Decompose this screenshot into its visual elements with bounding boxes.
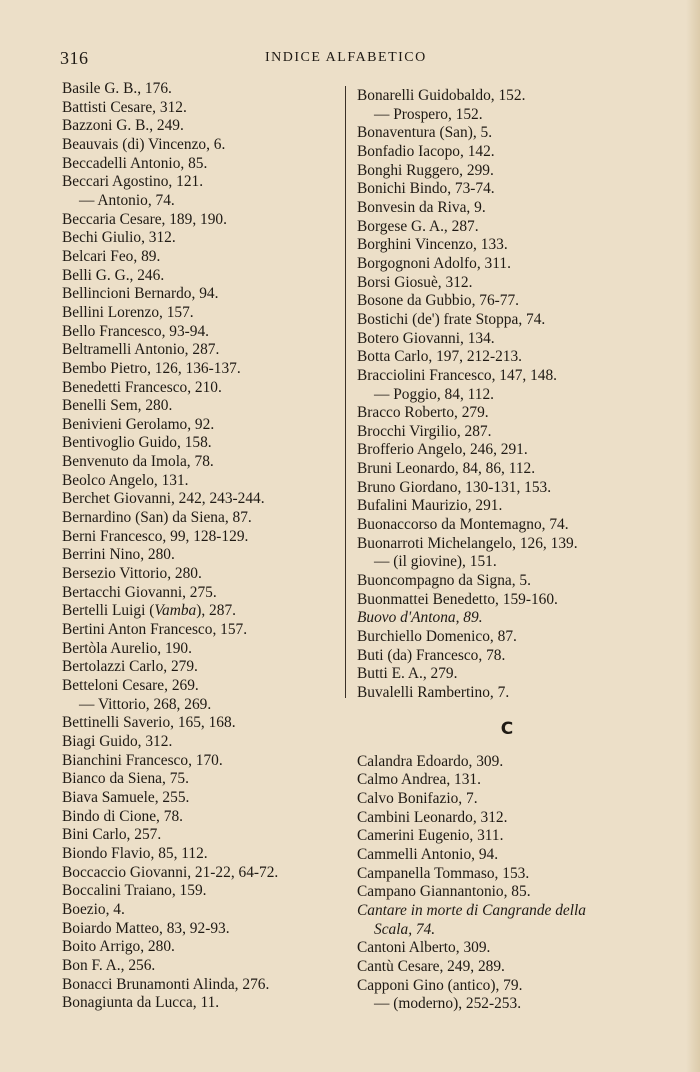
page-header [60,48,640,74]
index-entry: Brofferio Angelo, 246, 291. [357,441,528,459]
index-entry: Berni Francesco, 99, 128-129. [62,527,249,545]
index-entry: Boiardo Matteo, 83, 92-93. [62,919,230,937]
index-entry: — Antonio, 74. [79,191,175,209]
index-column-right [357,87,657,1014]
index-entry: Cantù Cesare, 249, 289. [357,957,505,975]
index-entry: Bertolazzi Carlo, 279. [62,658,198,676]
index-entry: Bertini Anton Francesco, 157. [62,621,248,639]
index-entry: Beauvais (di) Vincenzo, 6. [62,135,226,153]
index-entry: Buvalelli Rambertino, 7. [357,684,510,701]
index-entry: Botta Carlo, 197, 212-213. [357,348,523,366]
index-entry: Bufalini Maurizio, 291. [357,497,503,515]
index-entry: Brocchi Virgilio, 287. [357,422,492,440]
index-entry: Bertelli Luigi (Vamba), 287. [62,602,236,620]
index-entry: Biava Samuele, 255. [62,788,190,806]
index-entry: Bonichi Bindo, 73-74. [357,180,495,198]
index-entry: Bembo Pietro, 126, 136-137. [62,359,241,377]
index-entry: Bonarelli Guidobaldo, 152. [357,87,526,104]
index-entry: Scala, 74. [374,920,436,938]
index-entry: Biagi Guido, 312. [62,732,173,750]
index-entry: Bruno Giordano, 130-131, 153. [357,478,552,496]
index-entry: Borgese G. A., 287. [357,217,479,235]
index-entry: Botero Giovanni, 134. [357,329,495,347]
index-entry: Borgognoni Adolfo, 311. [357,254,511,272]
index-entry: Berrini Nino, 280. [62,546,175,564]
index-entry: Bello Francesco, 93-94. [62,322,210,340]
index-entry: Buonmattei Benedetto, 159-160. [357,590,558,608]
index-entry: Boito Arrigo, 280. [62,938,175,956]
index-entry: Boezio, 4. [62,900,125,918]
index-entry: Bon F. A., 256. [62,956,156,974]
index-entry: Burchiello Domenico, 87. [357,628,517,646]
column-divider [345,86,346,698]
index-entry: Bonaventura (San), 5. [357,124,493,142]
index-entry: Bruni Leonardo, 84, 86, 112. [357,460,536,478]
index-column-left [62,80,352,1013]
index-entry: Beccari Agostino, 121. [62,173,204,191]
index-entry: Bianco da Siena, 75. [62,770,189,788]
index-entry: Bertacchi Giovanni, 275. [62,583,217,601]
index-entry: Bernardino (San) da Siena, 87. [62,509,252,527]
index-entry: Bentivoglio Guido, 158. [62,434,212,452]
running-title: INDICE ALFABETICO [265,50,427,65]
index-entry: Cantoni Alberto, 309. [357,939,491,957]
index-entry: Bosone da Gubbio, 76-77. [357,292,520,310]
index-entry: Bianchini Francesco, 170. [62,751,223,769]
index-entry: Bostichi (de') frate Stoppa, 74. [357,310,546,328]
index-entry: Cambini Leonardo, 312. [357,808,508,826]
index-entry: Calmo Andrea, 131. [357,771,481,789]
index-entry: Beltramelli Antonio, 287. [62,341,220,359]
index-entry: Calvo Bonifazio, 7. [357,789,478,807]
page-number: 316 [60,48,89,68]
page-edge-shadow [686,0,700,1072]
index-entry: Benivieni Gerolamo, 92. [62,415,215,433]
index-entry: Battisti Cesare, 312. [62,98,187,116]
index-entry: Bini Carlo, 257. [62,826,162,844]
index-entry: Boccalini Traiano, 159. [62,882,207,900]
index-entry: Buti (da) Francesco, 78. [357,646,506,664]
index-entry: — Prospero, 152. [374,105,483,123]
index-entry: Borsi Giosuè, 312. [357,273,473,291]
index-entry: Camerini Eugenio, 311. [357,827,504,845]
index-entry: Belcari Feo, 89. [62,247,161,265]
index-entry: Bracco Roberto, 279. [357,404,489,422]
index-entry: Bonvesin da Riva, 9. [357,198,486,216]
index-entry: Beccaria Cesare, 189, 190. [62,210,227,228]
index-entry: Beolco Angelo, 131. [62,471,189,489]
index-entry: Benvenuto da Imola, 78. [62,453,214,471]
index-entry: Capponi Gino (antico), 79. [357,976,523,994]
index-entry: Buonarroti Michelangelo, 126, 139. [357,534,578,552]
index-entry: Bettinelli Saverio, 165, 168. [62,714,236,732]
index-entry: — Vittorio, 268, 269. [79,695,212,713]
index-entry: Bindo di Cione, 78. [62,807,183,825]
index-entry: Bersezio Vittorio, 280. [62,565,202,583]
index-entry: Bonghi Ruggero, 299. [357,161,494,179]
index-entry: Biondo Flavio, 85, 112. [62,844,208,862]
index-entry: Campanella Tommaso, 153. [357,864,530,882]
index-entry: Beccadelli Antonio, 85. [62,154,208,172]
index-entry: — (il giovine), 151. [374,553,497,571]
index-entry: Belli G. G., 246. [62,266,165,284]
index-entry: Bertòla Aurelio, 190. [62,639,192,657]
index-entry: Berchet Giovanni, 242, 243-244. [62,490,265,508]
index-entry: Cantare in morte di Cangrande della [357,901,586,919]
index-entry: — Poggio, 84, 112. [374,385,494,403]
index-entry: Bechi Giulio, 312. [62,229,176,247]
index-entry: Basile G. B., 176. [62,80,172,97]
index-entry: Borghini Vincenzo, 133. [357,236,508,254]
section-letter-heading: C [500,718,514,739]
index-entry: Buovo d'Antona, 89. [357,609,483,627]
index-entry: Butti E. A., 279. [357,665,458,683]
index-entry: Buoncompagno da Signa, 5. [357,572,531,590]
index-entry: Campano Giannantonio, 85. [357,883,531,901]
index-entry: Boccaccio Giovanni, 21-22, 64-72. [62,863,279,881]
index-entry: Calandra Edoardo, 309. [357,752,504,770]
index-entry: Bonacci Brunamonti Alinda, 276. [62,975,270,993]
index-entry: — (moderno), 252-253. [374,995,522,1013]
index-entry: Bellincioni Bernardo, 94. [62,285,219,303]
index-entry: Benelli Sem, 280. [62,397,173,415]
index-entry: Betteloni Cesare, 269. [62,677,199,694]
index-entry: Benedetti Francesco, 210. [62,378,222,396]
index-entry: Buonaccorso da Montemagno, 74. [357,516,569,534]
index-entry: Bonfadio Iacopo, 142. [357,142,495,160]
index-entry: Cammelli Antonio, 94. [357,845,499,863]
index-entry: Bazzoni G. B., 249. [62,117,184,135]
index-entry: Bonagiunta da Lucca, 11. [62,994,220,1012]
index-entry: Bracciolini Francesco, 147, 148. [357,366,558,384]
index-entry: Bellini Lorenzo, 157. [62,303,194,321]
